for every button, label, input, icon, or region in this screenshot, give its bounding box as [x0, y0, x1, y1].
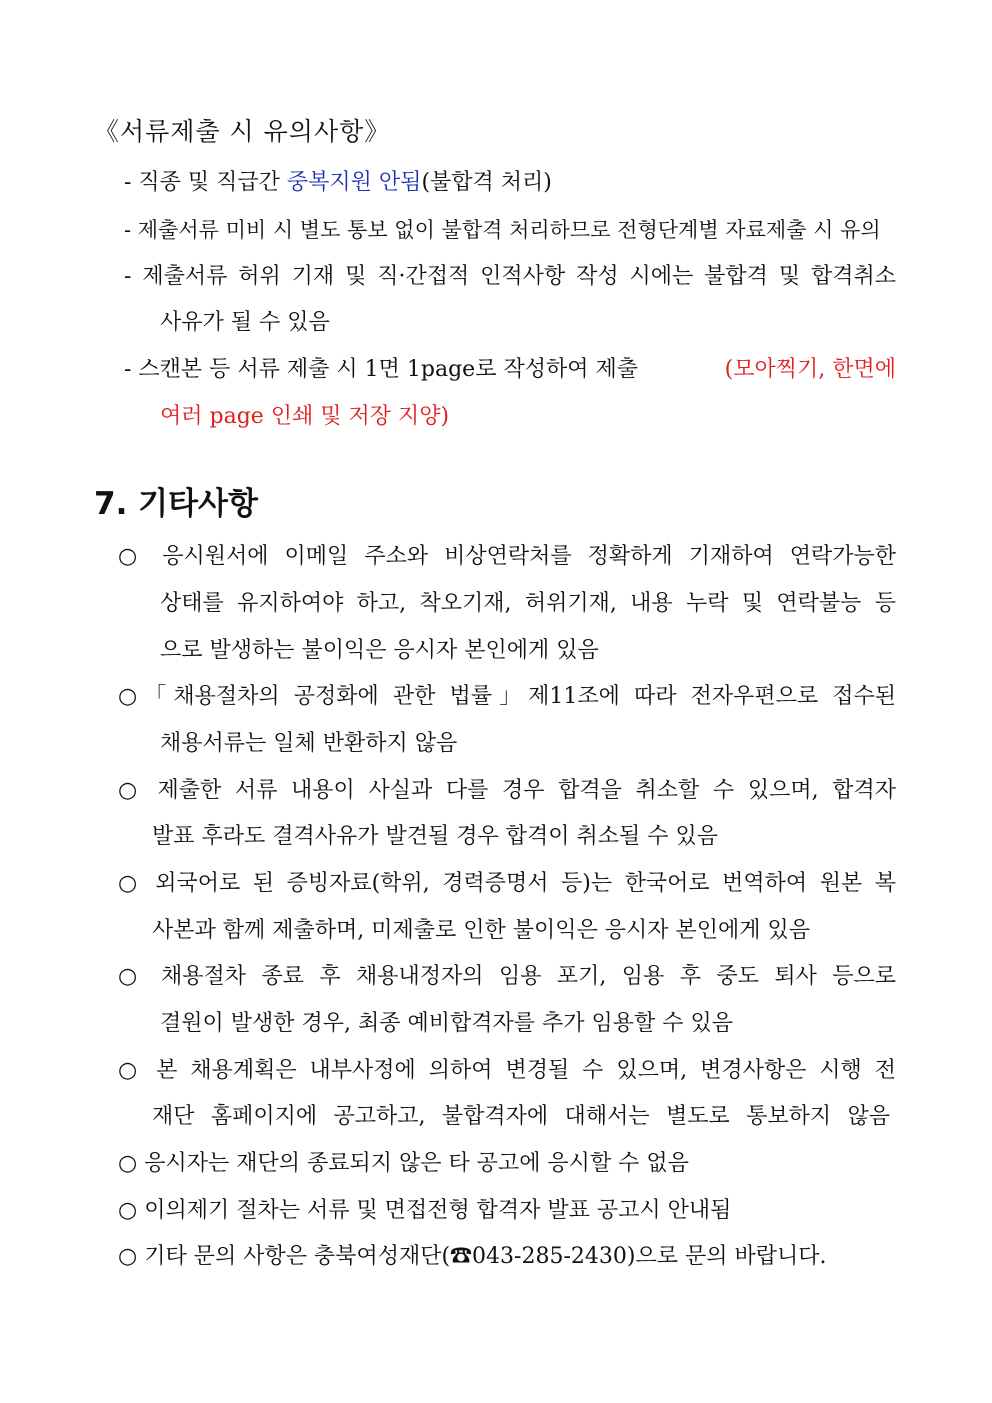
section-item-7: ○ 응시자는 재단의 종료되지 않은 타 공고에 응시할 수 없음: [118, 1151, 689, 1176]
section-item-6-line1: ○ 본 채용계획은 내부사정에 의하여 변경될 수 있으며, 변경사항은 시행 전: [118, 1058, 896, 1083]
notice-item-scan-red1: (모아찍기, 한면에: [724, 357, 896, 382]
section-item-4-line2: 사본과 함께 제출하며, 미제출로 인한 불이익은 응시자 본인에게 있음: [152, 918, 810, 943]
section-item-2-line1: ○「채용절차의 공정화에 관한 법률」제11조에 따라 전자우편으로 접수된: [118, 684, 896, 709]
notice-item-scan-line1: [124, 355, 896, 385]
notice-item-false-entry-line2: 사유가 될 수 있음: [160, 310, 330, 335]
notice-item-scan-prefix: - 스캔본 등 서류 제출 시 1면 1page로 작성하여 제출: [124, 357, 638, 382]
notice-item-missing-docs: - 제출서류 미비 시 별도 통보 없이 불합격 처리하므로 전형단계별 자료제출 시 유의: [124, 218, 881, 242]
notice-item-duplicate-suffix: (불합격 처리): [421, 170, 552, 195]
section-item-1-line3: 으로 발생하는 불이익은 응시자 본인에게 있음: [160, 638, 599, 663]
section-item-1-line2: 상태를 유지하여야 하고, 착오기재, 허위기재, 내용 누락 및 연락불능 등: [160, 591, 896, 616]
section-item-9: ○ 기타 문의 사항은 충북여성재단(☎043-285-2430)으로 문의 바랍니다.: [118, 1244, 827, 1269]
section-item-6-line2: 재단 홈페이지에 공고하고, 불합격자에 대해서는 별도로 통보하지 않음: [152, 1104, 890, 1129]
notice-item-duplicate-highlight: 중복지원 안됨: [286, 170, 422, 195]
section-item-8: ○ 이의제기 절차는 서류 및 면접전형 합격자 발표 공고시 안내됨: [118, 1198, 732, 1223]
section-item-4-line1: ○ 외국어로 된 증빙자료(학위, 경력증명서 등)는 한국어로 번역하여 원본 복: [118, 871, 896, 896]
notice-item-duplicate-prefix: - 직종 및 직급간: [124, 170, 287, 195]
section-item-2-line2: 채용서류는 일체 반환하지 않음: [160, 731, 458, 756]
section-item-5-line1: ○ 채용절차 종료 후 채용내정자의 임용 포기, 임용 후 중도 퇴사 등으로: [118, 964, 896, 989]
notice-item-scan-line2: 여러 page 인쇄 및 저장 지양): [160, 404, 450, 429]
notice-item-false-entry-line1: - 제출서류 허위 기재 및 직·간접적 인적사항 작성 시에는 불합격 및 합격취소: [124, 264, 896, 289]
section-item-3-line1: ○ 제출한 서류 내용이 사실과 다를 경우 합격을 취소할 수 있으며, 합격자: [118, 778, 896, 803]
section-title: 7. 기타사항: [94, 486, 258, 522]
notice-heading: 《서류제출 시 유의사항》: [94, 117, 391, 146]
notice-item-duplicate: [124, 168, 552, 198]
section-item-3-line2: 발표 후라도 결격사유가 발견될 경우 합격이 취소될 수 있음: [152, 824, 718, 849]
section-item-5-line2: 결원이 발생한 경우, 최종 예비합격자를 추가 임용할 수 있음: [160, 1011, 733, 1036]
section-item-1-line1: ○ 응시원서에 이메일 주소와 비상연락처를 정확하게 기재하여 연락가능한: [118, 544, 896, 569]
